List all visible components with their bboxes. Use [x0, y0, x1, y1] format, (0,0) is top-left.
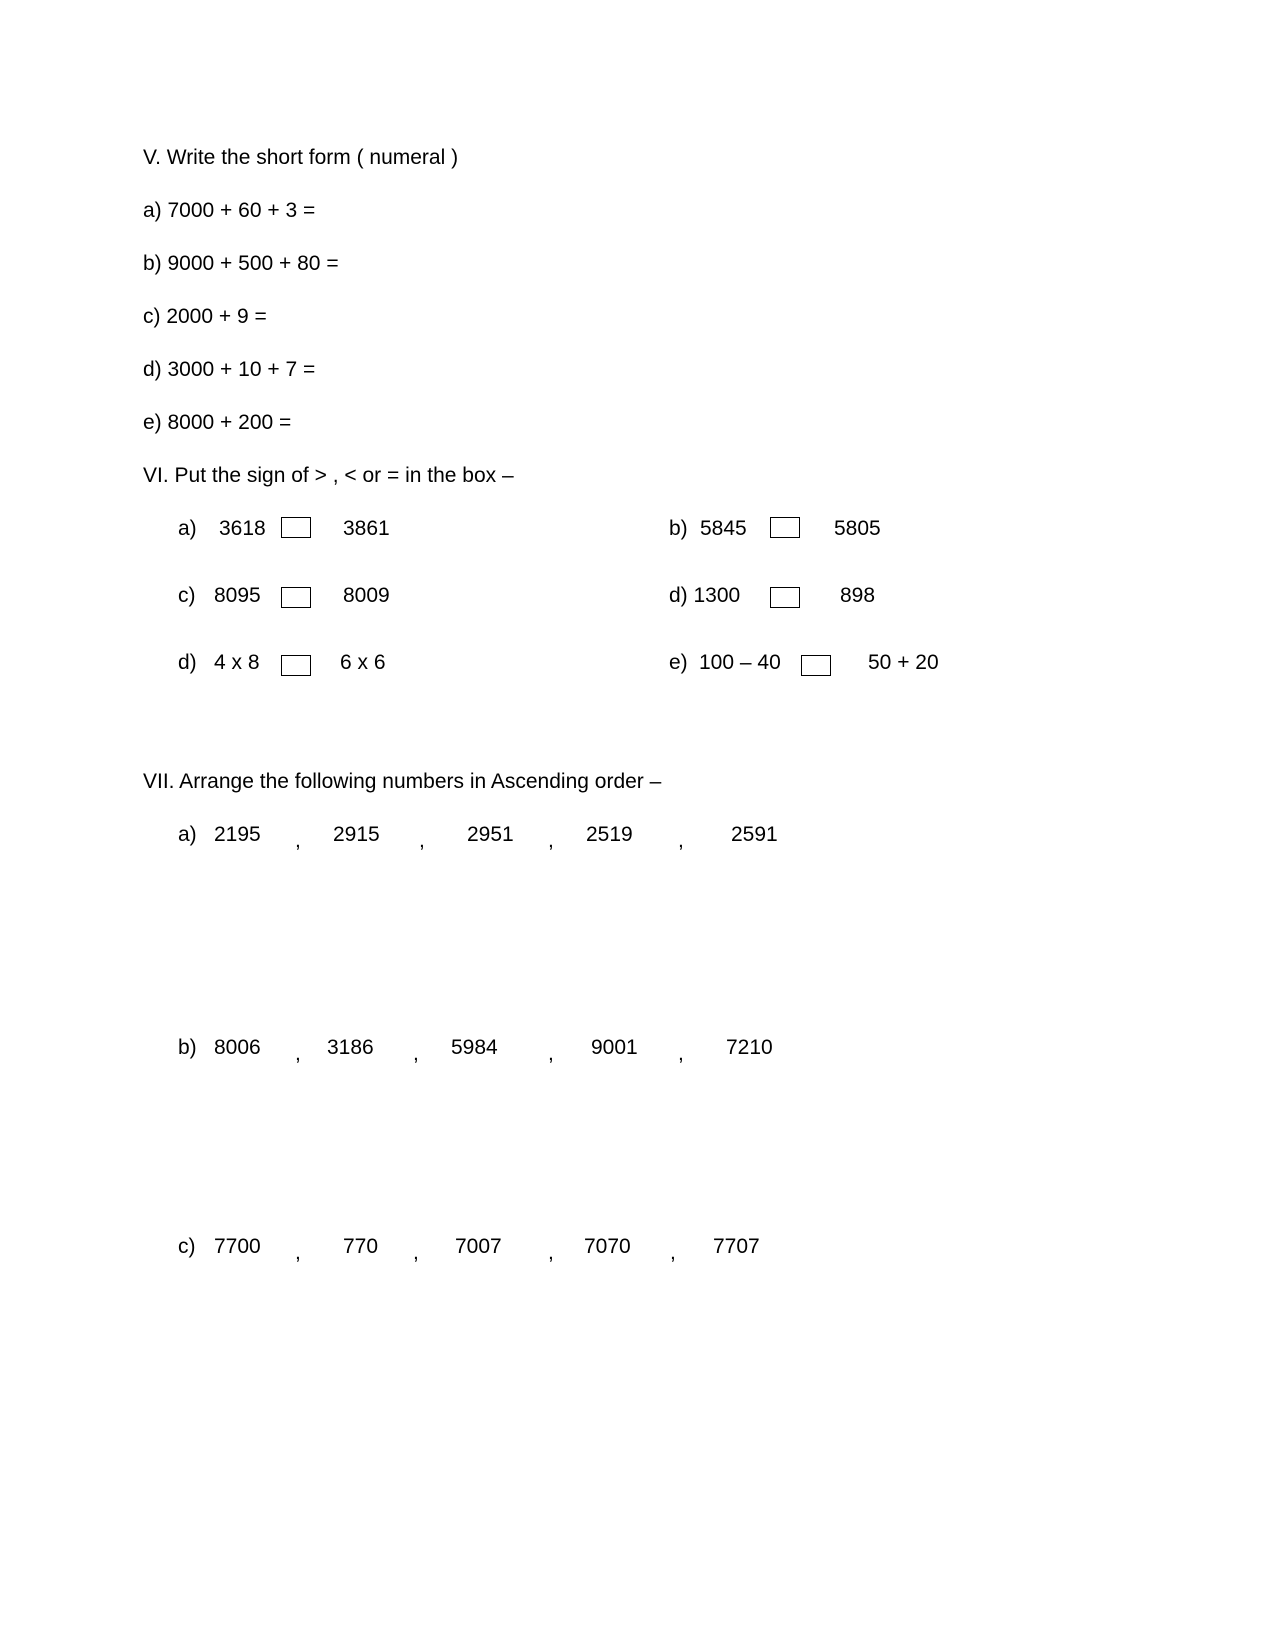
arrange-a-comma-3: , [548, 829, 554, 852]
compare-d1-answer-box[interactable] [770, 587, 800, 608]
section-7-heading: VII. Arrange the following numbers in Ascending order – [143, 770, 662, 793]
section-5-item-a: a) 7000 + 60 + 3 = [143, 199, 316, 222]
arrange-b-number-5: 7210 [726, 1036, 773, 1059]
compare-a-right: 3861 [343, 517, 390, 540]
compare-d1-right: 898 [840, 584, 876, 607]
arrange-c-label: c) [178, 1235, 196, 1258]
section-5-item-c: c) 2000 + 9 = [143, 305, 267, 328]
compare-a-answer-box[interactable] [281, 517, 311, 538]
arrange-b-number-3: 5984 [451, 1036, 498, 1059]
arrange-c-comma-1: , [295, 1241, 301, 1264]
compare-e-label: e) [669, 651, 688, 674]
compare-b-left: 5845 [700, 517, 747, 540]
arrange-c-comma-3: , [548, 1241, 554, 1264]
compare-e-right: 50 + 20 [868, 651, 939, 674]
arrange-a-number-5: 2591 [731, 823, 778, 846]
arrange-b-number-1: 8006 [214, 1036, 261, 1059]
compare-d1-label: d) 1300 [669, 584, 741, 607]
arrange-a-comma-4: , [678, 829, 684, 852]
compare-b-right: 5805 [834, 517, 881, 540]
arrange-a-number-2: 2915 [333, 823, 380, 846]
arrange-b-comma-1: , [295, 1042, 301, 1065]
compare-e-answer-box[interactable] [801, 655, 831, 676]
compare-c-answer-box[interactable] [281, 587, 311, 608]
arrange-c-number-3: 7007 [455, 1235, 502, 1258]
compare-c-label: c) [178, 584, 196, 607]
section-5-heading: V. Write the short form ( numeral ) [143, 146, 459, 169]
arrange-b-number-2: 3186 [327, 1036, 374, 1059]
arrange-c-number-4: 7070 [584, 1235, 631, 1258]
arrange-b-comma-2: , [413, 1042, 419, 1065]
compare-d2-right: 6 x 6 [340, 651, 386, 674]
arrange-b-number-4: 9001 [591, 1036, 638, 1059]
compare-b-label: b) [669, 517, 688, 540]
section-5-item-b: b) 9000 + 500 + 80 = [143, 252, 339, 275]
section-5-item-e: e) 8000 + 200 = [143, 411, 292, 434]
arrange-b-label: b) [178, 1036, 197, 1059]
compare-d2-label: d) [178, 651, 197, 674]
arrange-a-number-4: 2519 [586, 823, 633, 846]
arrange-a-label: a) [178, 823, 197, 846]
arrange-b-comma-4: , [678, 1042, 684, 1065]
compare-d2-left: 4 x 8 [214, 651, 260, 674]
section-6-heading: VI. Put the sign of > , < or = in the box – [143, 464, 514, 487]
arrange-c-comma-2: , [413, 1241, 419, 1264]
compare-c-right: 8009 [343, 584, 390, 607]
arrange-a-number-3: 2951 [467, 823, 514, 846]
compare-a-left: 3618 [219, 517, 266, 540]
arrange-a-comma-2: , [419, 829, 425, 852]
compare-a-label: a) [178, 517, 197, 540]
compare-b-answer-box[interactable] [770, 517, 800, 538]
arrange-c-comma-4: , [670, 1241, 676, 1264]
arrange-c-number-5: 7707 [713, 1235, 760, 1258]
arrange-a-number-1: 2195 [214, 823, 261, 846]
arrange-b-comma-3: , [548, 1042, 554, 1065]
compare-e-left: 100 – 40 [699, 651, 781, 674]
arrange-c-number-2: 770 [343, 1235, 379, 1258]
compare-c-left: 8095 [214, 584, 261, 607]
compare-d2-answer-box[interactable] [281, 655, 311, 676]
arrange-a-comma-1: , [295, 829, 301, 852]
arrange-c-number-1: 7700 [214, 1235, 261, 1258]
section-5-item-d: d) 3000 + 10 + 7 = [143, 358, 316, 381]
